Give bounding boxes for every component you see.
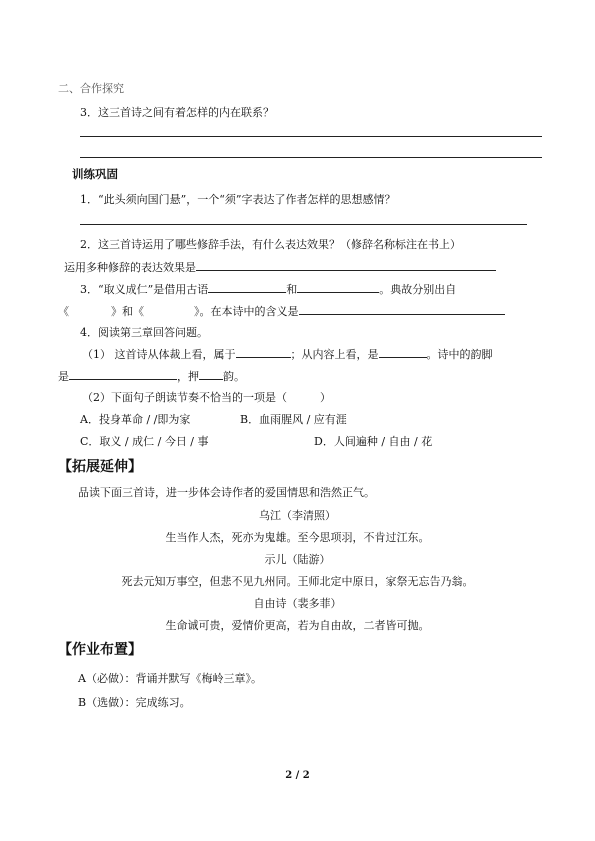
page-number: 2 / 2	[285, 770, 310, 781]
answer-line	[80, 136, 542, 137]
section-heading: 二、合作探究	[58, 82, 124, 95]
poem-title: 自由诗（裴多菲）	[253, 597, 342, 610]
fill-blank[interactable]	[297, 280, 379, 293]
practice-question-3-line2	[58, 302, 505, 319]
q4-1-text-f: 韵。	[223, 370, 245, 383]
question-3: 3．这三首诗之间有着怎样的内在联系？	[80, 106, 274, 119]
option-b: B．血雨腥风 / 应有涯	[240, 413, 347, 426]
practice-question-4-2: （2）下面句子朗读节奏不恰当的一项是（ ）	[82, 391, 331, 404]
poem-title: 示儿（陆游）	[264, 553, 331, 566]
fill-blank[interactable]	[196, 258, 496, 271]
practice-question-2-prompt	[64, 258, 496, 275]
fill-blank[interactable]	[208, 280, 286, 293]
q4-1-text-d: 是	[58, 370, 69, 383]
homework-optional: B（选做）：完成练习。	[78, 696, 191, 709]
prompt-text: 运用多种修辞的表达效果是	[64, 261, 196, 274]
fill-blank[interactable]	[379, 345, 427, 358]
q4-1-text-c: 。诗中的韵脚	[426, 348, 493, 361]
q4-1-text-e: ，押	[177, 370, 199, 383]
practice-question-4: 4．阅读第三章回答问题。	[80, 326, 208, 339]
poem-text: 死去元知万事空，但悲不见九州同。王师北定中原日，家祭无忘告乃翁。	[121, 575, 474, 588]
extension-intro: 品读下面三首诗，进一步体会诗作者的爱国情思和浩然正气。	[78, 486, 375, 499]
extension-heading: 【拓展延伸】	[58, 459, 142, 475]
practice-question-3	[80, 280, 456, 297]
option-a: A．投身革命 / /即为家	[80, 413, 191, 426]
homework-required: A（必做）：背诵并默写《梅岭三章》。	[78, 672, 262, 685]
fill-blank[interactable]	[199, 367, 223, 380]
practice-question-4-1	[82, 345, 493, 362]
q4-1-text-b: ；从内容上看，是	[290, 348, 379, 361]
q3-text-a: 3．“取义成仁”是借用古语	[80, 283, 209, 296]
answer-line	[80, 224, 527, 225]
q3-text-d2: 》和《	[111, 305, 144, 318]
q3-text-d1: 《	[58, 305, 69, 318]
option-c: C．取义 / 成仁 / 今日 / 事	[80, 435, 209, 448]
homework-heading: 【作业布置】	[58, 642, 142, 658]
q4-1-text-a: （1） 这首诗从体裁上看，属于	[82, 348, 236, 361]
q3-text-b: 和	[286, 283, 298, 296]
answer-line	[80, 157, 542, 158]
practice-question-1: 1．“此头须向国门悬”，一个“须”字表达了作者怎样的思想感情？	[80, 193, 396, 206]
q3-text-c: 。典故分别出自	[379, 283, 457, 296]
option-d: D．人间遍种 / 自由 / 花	[314, 435, 433, 448]
fill-blank[interactable]	[299, 302, 505, 315]
practice-heading: 训练巩固	[72, 167, 118, 181]
practice-question-2: 2．这三首诗运用了哪些修辞手法，有什么表达效果？（修辞名称标注在书上）	[80, 238, 461, 251]
poem-text: 生当作人杰，死亦为鬼雄。至今思项羽，不肯过江东。	[165, 531, 430, 544]
practice-question-4-1-line2	[58, 367, 245, 384]
poem-title: 乌江（李清照）	[259, 509, 336, 522]
fill-blank[interactable]	[236, 345, 291, 358]
q3-text-d3: 》。在本诗中的含义是	[194, 305, 299, 318]
poem-text: 生命诚可贵，爱情价更高，若为自由故，二者皆可抛。	[165, 619, 430, 632]
fill-blank[interactable]	[69, 367, 177, 380]
